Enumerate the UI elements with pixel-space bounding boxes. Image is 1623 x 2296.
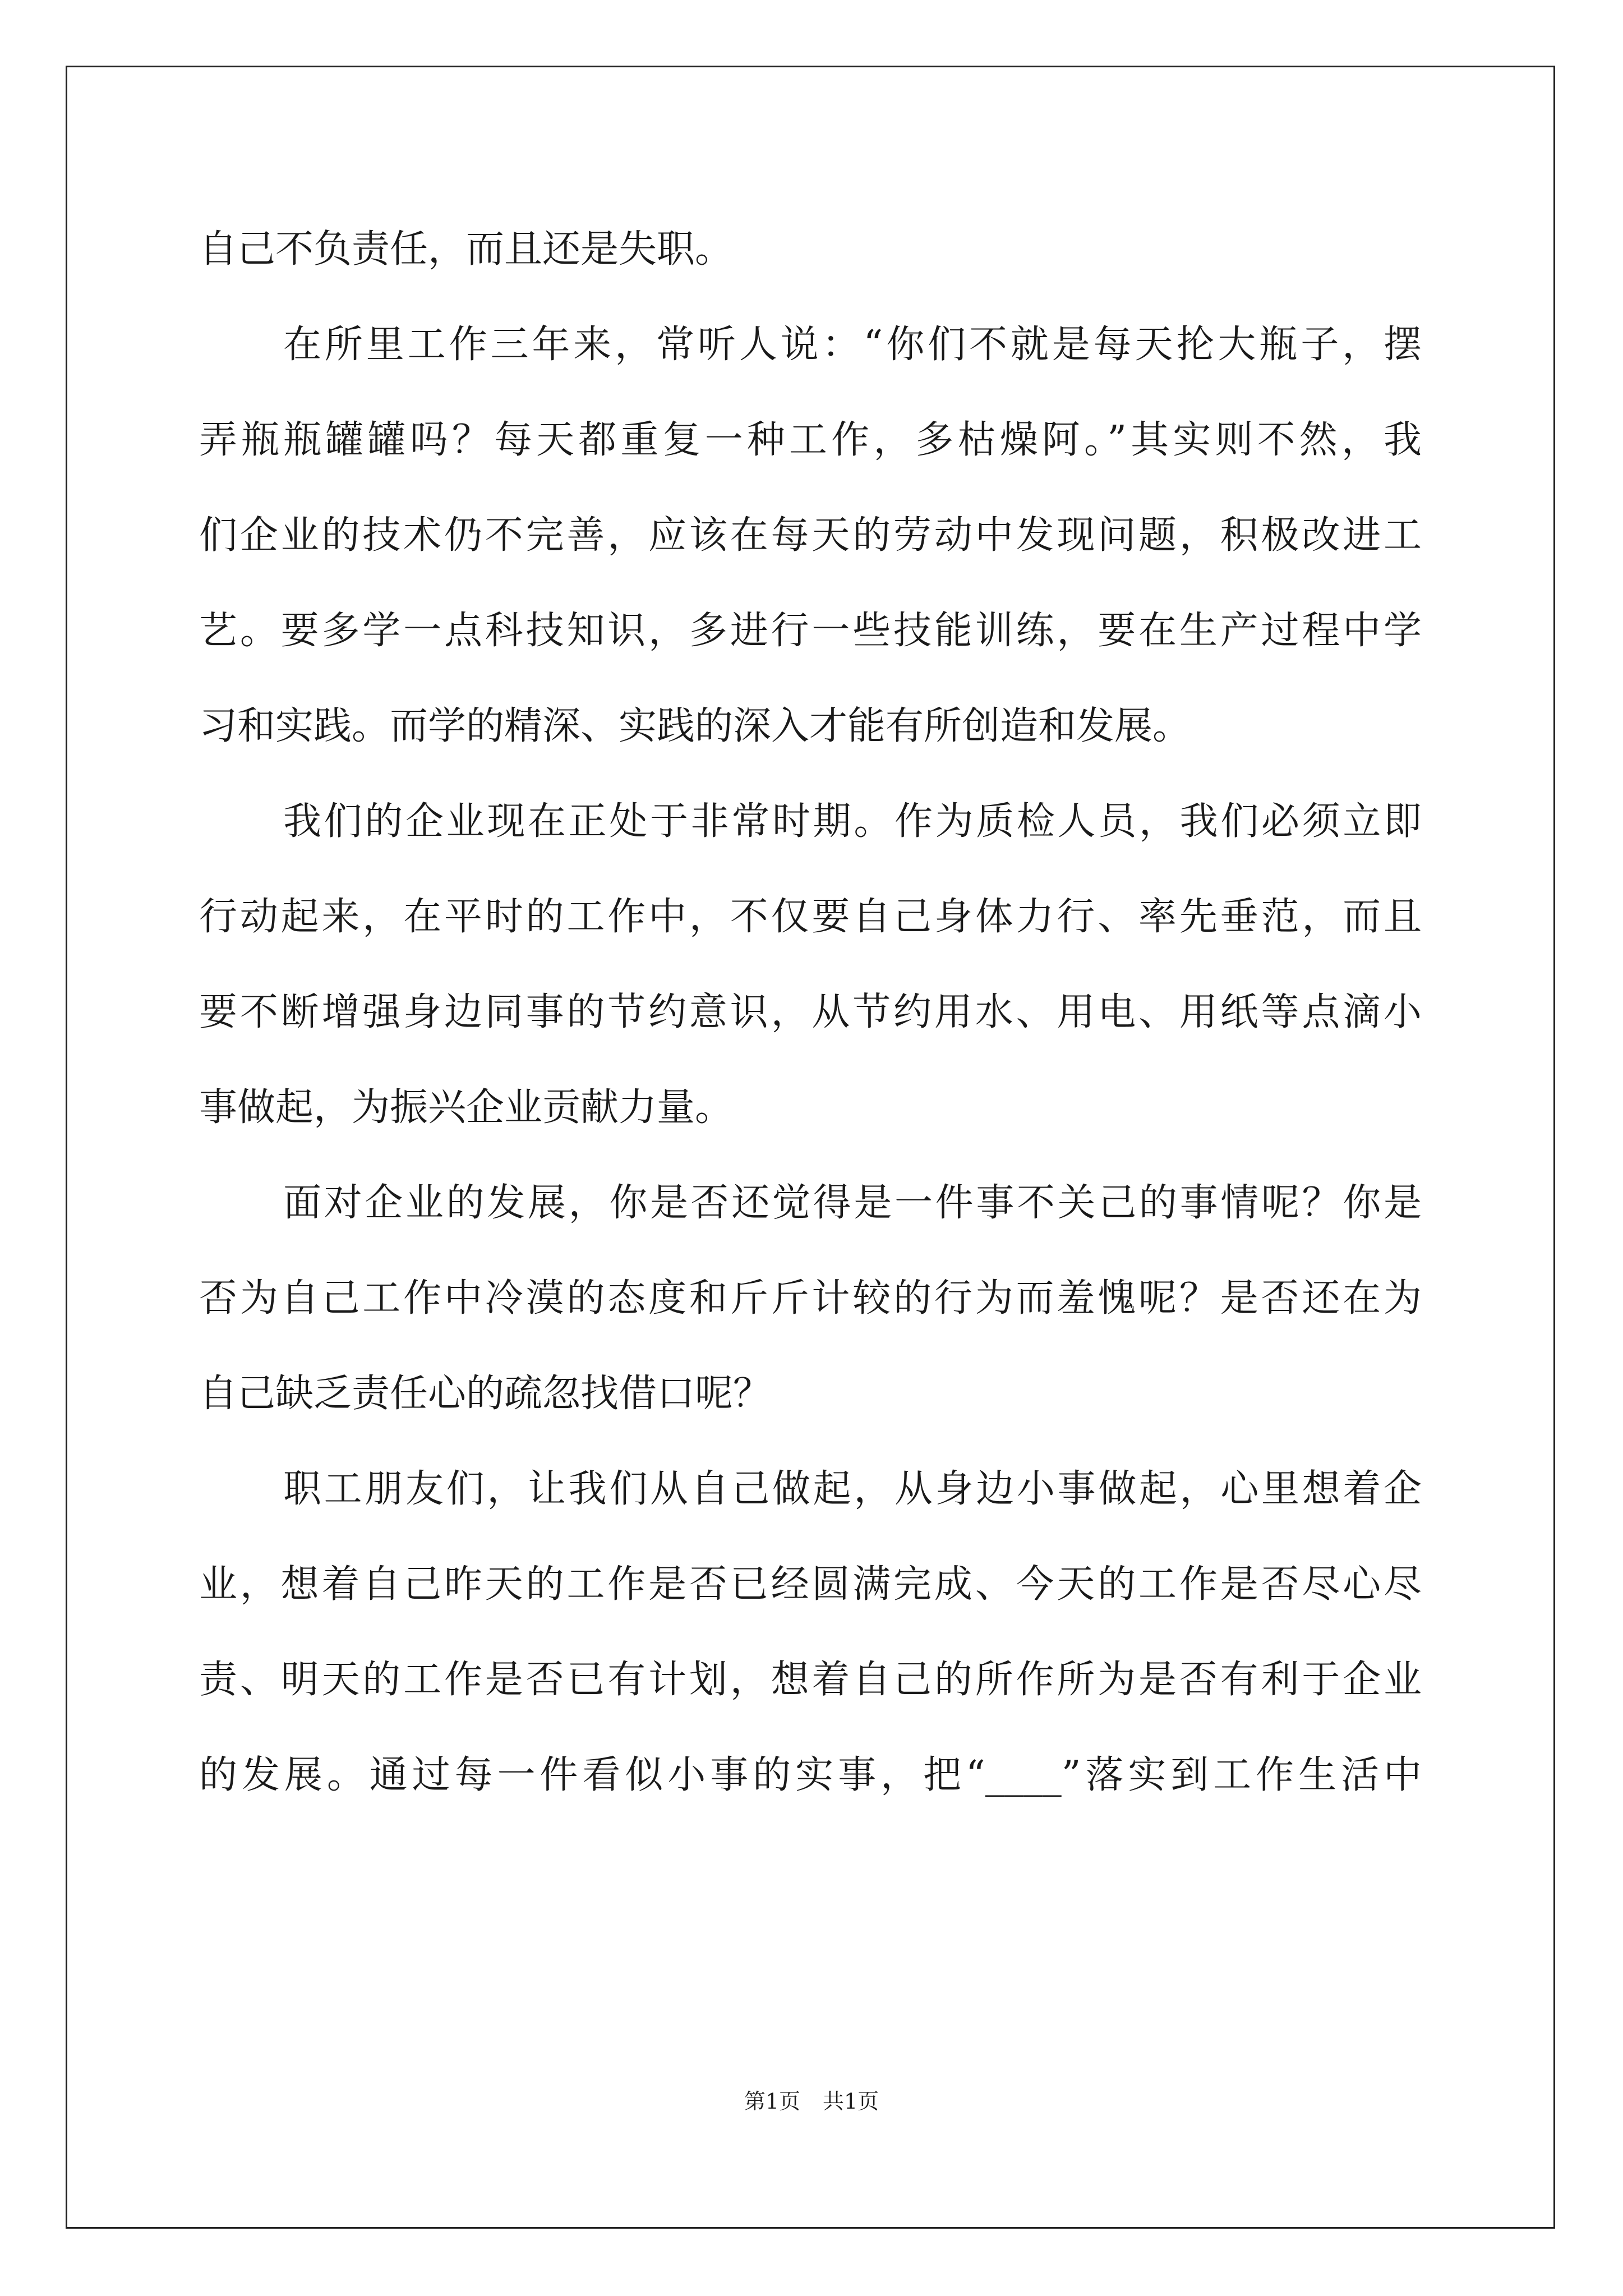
text-line: 业，想着自己昨天的工作是否已经圆满完成、今天的工作是否尽心尽 bbox=[199, 1562, 1422, 1607]
text-line: 艺。要多学一点科技知识，多进行一些技能训练，要在生产过程中学 bbox=[199, 609, 1422, 653]
text-line: 的发展。通过每一件看似小事的实事，把“____”落实到工作生活中 bbox=[199, 1753, 1422, 1797]
text-line: 职工朋友们，让我们从自己做起，从身边小事做起，心里想着企 bbox=[283, 1467, 1422, 1511]
text-line: 我们的企业现在正处于非常时期。作为质检人员，我们必须立即 bbox=[283, 799, 1422, 844]
text-line: 弄瓶瓶罐罐吗？每天都重复一种工作，多枯燥阿。”其实则不然，我 bbox=[199, 418, 1422, 462]
text-line: 要不断增强身边同事的节约意识，从节约用水、用电、用纸等点滴小 bbox=[199, 990, 1422, 1034]
text-line: 在所里工作三年来，常听人说：“你们不就是每天抡大瓶子，摆 bbox=[283, 323, 1422, 367]
text-line: 自己缺乏责任心的疏忽找借口呢？ bbox=[199, 1372, 772, 1416]
page-total: 共1页 bbox=[823, 2089, 879, 2114]
text-line: 自己不负责任，而且还是失职。 bbox=[199, 227, 734, 272]
text-line: 责、明天的工作是否已有计划，想着自己的所作所为是否有利于企业 bbox=[199, 1658, 1422, 1702]
page-number: 第1页 bbox=[744, 2089, 800, 2114]
text-line: 们企业的技术仍不完善，应该在每天的劳动中发现问题，积极改进工 bbox=[199, 513, 1422, 558]
page-footer bbox=[0, 2084, 1623, 2115]
text-line: 面对企业的发展，你是否还觉得是一件事不关己的事情呢？你是 bbox=[283, 1181, 1422, 1225]
document-body bbox=[199, 202, 1422, 1823]
text-line: 事做起，为振兴企业贡献力量。 bbox=[199, 1085, 734, 1130]
text-line: 否为自己工作中冷漠的态度和斤斤计较的行为而羞愧呢？是否还在为 bbox=[199, 1276, 1422, 1320]
text-line: 行动起来，在平时的工作中，不仅要自己身体力行、率先垂范，而且 bbox=[199, 895, 1422, 939]
text-line: 习和实践。而学的精深、实践的深入才能有所创造和发展。 bbox=[199, 704, 1191, 748]
